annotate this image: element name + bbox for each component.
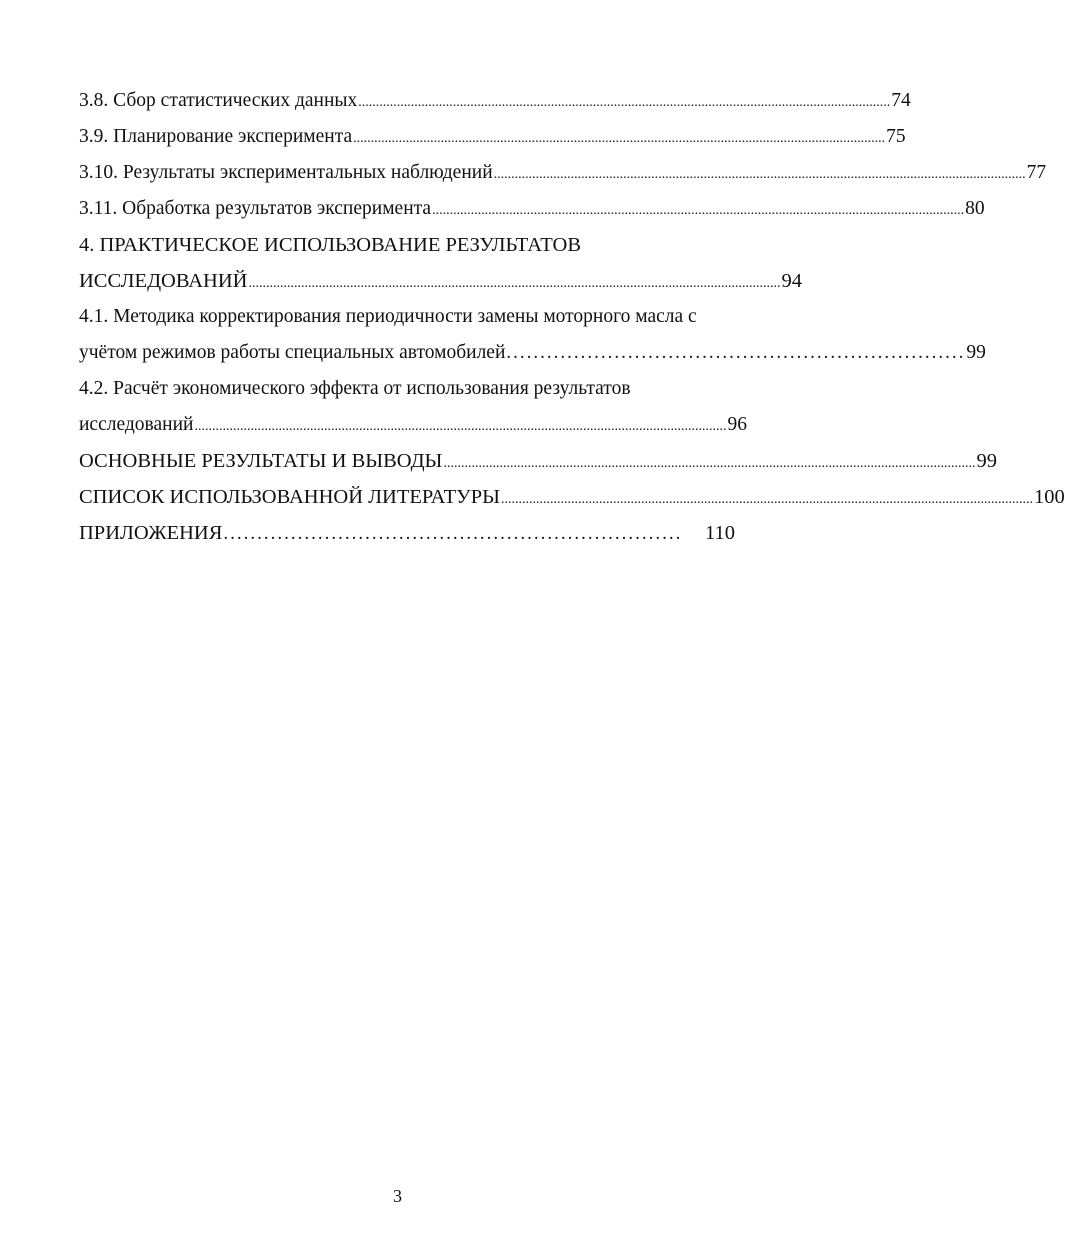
toc-entry-3-8 — [79, 83, 911, 119]
dot-leader: ........................................................................................................................................................ — [432, 203, 965, 218]
dot-leader: ........................................................................................................................................................ — [358, 95, 891, 110]
toc-entry-3-11 — [79, 191, 985, 227]
toc-entry-title: СПИСОК ИСПОЛЬЗОВАННОЙ ЛИТЕРАТУРЫ — [79, 486, 500, 508]
toc-entry-page: 74 — [891, 90, 911, 111]
toc-entry-title: ОСНОВНЫЕ РЕЗУЛЬТАТЫ И ВЫВОДЫ — [79, 450, 443, 472]
toc-entry-title: 4.1. Методика корректирования периодичности замены моторного масла с — [79, 306, 697, 327]
table-of-contents — [79, 83, 1065, 551]
dot-leader: ........................................................................................................................................................ — [353, 131, 886, 146]
toc-entry-4-2-line2 — [79, 407, 747, 443]
toc-entry-page: 75 — [886, 126, 906, 147]
dot-leader: ........................................................................................................................................................ — [248, 276, 781, 291]
toc-entry-4-line1 — [79, 227, 735, 263]
dot-leader: ........................................................................................................................................................ — [500, 492, 1033, 507]
toc-entry-page: 110 — [705, 522, 735, 544]
toc-entry-title: ПРИЛОЖЕНИЯ — [79, 522, 223, 544]
toc-entry-results — [79, 443, 997, 479]
toc-entry-page: 99 — [966, 342, 986, 363]
toc-entry-4-1-line2 — [79, 335, 986, 371]
toc-entry-page: 80 — [965, 198, 985, 219]
toc-entry-3-9 — [79, 119, 906, 155]
toc-entry-title: 4. ПРАКТИЧЕСКОЕ ИСПОЛЬЗОВАНИЕ РЕЗУЛЬТАТОВ — [79, 234, 581, 256]
toc-entry-title: 3.8. Сбор статистических данных — [79, 90, 358, 111]
toc-entry-page: 77 — [1026, 162, 1047, 183]
toc-entry-title-continued: учётом режимов работы специальных автомобилей — [79, 342, 506, 363]
toc-entry-4-line2 — [79, 263, 802, 299]
toc-entry-title: 3.10. Результаты экспериментальных наблюдений — [79, 162, 493, 183]
dot-leader: .................................................................... — [223, 523, 683, 544]
toc-entry-title-continued: исследований — [79, 414, 194, 435]
toc-entry-appendices — [79, 515, 735, 551]
toc-entry-page: 100 — [1033, 486, 1065, 508]
toc-entry-3-10 — [79, 155, 1047, 191]
toc-entry-4-2-line1 — [79, 371, 735, 407]
toc-entry-page: 94 — [781, 270, 802, 292]
toc-entry-references — [79, 479, 1065, 515]
dot-leader: .................................................................... — [506, 342, 966, 363]
toc-entry-title-continued: ИССЛЕДОВАНИЙ — [79, 270, 248, 292]
dot-leader: ........................................................................................................................................................ — [493, 167, 1026, 182]
page-number: 3 — [393, 1186, 402, 1206]
dot-leader: ........................................................................................................................................................ — [443, 456, 976, 471]
toc-entry-title: 3.11. Обработка результатов эксперимента — [79, 198, 432, 219]
toc-entry-page: 99 — [976, 450, 997, 472]
toc-entry-title: 3.9. Планирование эксперимента — [79, 126, 353, 147]
toc-entry-page: 96 — [727, 414, 747, 435]
toc-entry-4-1-line1 — [79, 299, 735, 335]
toc-entry-title: 4.2. Расчёт экономического эффекта от использования результатов — [79, 378, 631, 399]
dot-leader: ........................................................................................................................................................ — [194, 419, 727, 434]
